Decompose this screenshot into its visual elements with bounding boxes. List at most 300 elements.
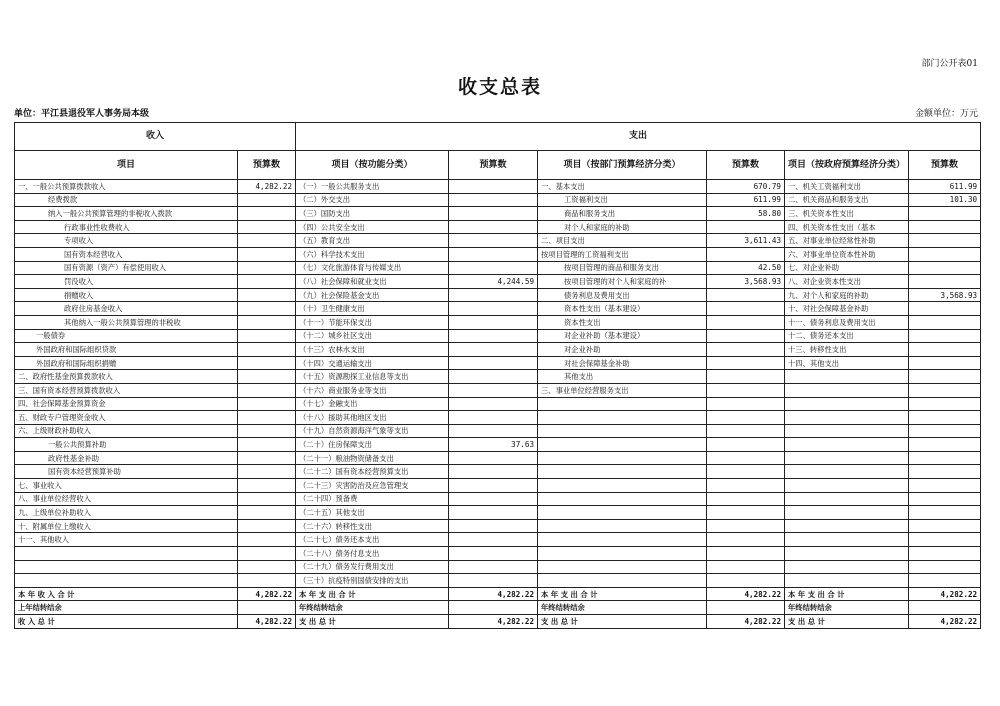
table-row — [15, 424, 981, 438]
gov-econ-item-header: 项目（按政府预算经济分类） — [785, 151, 909, 180]
func-item-cell: （三）国防支出 — [296, 207, 449, 221]
income-item-cell: 上年结转结余 — [15, 601, 238, 615]
table-row — [15, 193, 981, 207]
gov-econ-item-cell — [785, 547, 909, 561]
gov-econ-budget-cell — [909, 601, 981, 615]
func-item-cell: （八）社会保障和就业支出 — [296, 275, 449, 289]
dept-econ-item-cell — [538, 424, 707, 438]
func-item-cell: （二十四）预备费 — [296, 492, 449, 506]
gov-econ-budget-cell — [909, 506, 981, 520]
dept-econ-item-cell — [538, 533, 707, 547]
func-item-cell: （二十一）粮油物资储备支出 — [296, 451, 449, 465]
func-item-cell: （二十五）其他支出 — [296, 506, 449, 520]
page-title: 收支总表 — [457, 76, 542, 98]
func-budget-cell — [449, 261, 538, 275]
dept-econ-budget-cell: 4,282.22 — [707, 587, 785, 601]
table-row — [15, 207, 981, 221]
gov-econ-item-cell: 十一、债务利息及费用支出 — [785, 315, 909, 329]
income-item-cell: 外国政府和国际组织捐赠 — [15, 356, 238, 370]
func-item-cell: （十七）金融支出 — [296, 397, 449, 411]
form-number: 部门公开表01 — [921, 59, 978, 69]
gov-econ-budget-cell — [909, 261, 981, 275]
dept-econ-item-cell: 其他支出 — [538, 370, 707, 384]
income-item-cell: 二、政府性基金预算拨款收入 — [15, 370, 238, 384]
income-item-cell: 八、事业单位经营收入 — [15, 492, 238, 506]
dept-econ-budget-cell — [707, 560, 785, 574]
table-row — [15, 288, 981, 302]
gov-econ-item-cell — [785, 370, 909, 384]
dept-econ-budget-cell — [707, 574, 785, 588]
income-item-cell: 外国政府和国际组织贷款 — [15, 343, 238, 357]
gov-econ-item-cell — [785, 519, 909, 533]
dept-econ-item-cell — [538, 438, 707, 452]
func-budget-cell — [449, 492, 538, 506]
dept-econ-budget-cell — [707, 329, 785, 343]
dept-econ-budget-cell — [707, 302, 785, 316]
table-row — [15, 234, 981, 248]
func-budget-cell — [449, 479, 538, 493]
func-item-cell: （三十）抗疫特别国债安排的支出 — [296, 574, 449, 588]
dept-econ-item-cell: 债务利息及费用支出 — [538, 288, 707, 302]
dept-econ-budget-cell — [707, 383, 785, 397]
income-item-cell: 本 年 收 入 合 计 — [15, 587, 238, 601]
dept-econ-item-cell: 资本性支出 — [538, 315, 707, 329]
dept-econ-budget-cell — [707, 492, 785, 506]
table-row — [15, 247, 981, 261]
func-item-cell: （二十七）债务还本支出 — [296, 533, 449, 547]
table-row — [15, 438, 981, 452]
dept-econ-budget-cell — [707, 465, 785, 479]
income-item-cell — [15, 574, 238, 588]
dept-econ-budget-cell — [707, 343, 785, 357]
gov-econ-item-cell — [785, 465, 909, 479]
table-row — [15, 356, 981, 370]
dept-econ-budget-cell — [707, 438, 785, 452]
income-budget-cell — [238, 383, 296, 397]
income-budget-cell — [238, 247, 296, 261]
gov-econ-budget-cell — [909, 424, 981, 438]
income-budget-cell — [238, 492, 296, 506]
dept-econ-budget-cell: 3,611.43 — [707, 234, 785, 248]
gov-econ-item-cell: 十二、债务还本支出 — [785, 329, 909, 343]
dept-econ-item-cell — [538, 519, 707, 533]
func-item-cell: （二十）住房保障支出 — [296, 438, 449, 452]
table-row — [15, 397, 981, 411]
gov-econ-budget-cell — [909, 383, 981, 397]
income-budget-cell — [238, 397, 296, 411]
income-budget-cell: 4,282.22 — [238, 180, 296, 194]
income-section-header: 收入 — [15, 123, 296, 151]
table-row — [15, 383, 981, 397]
func-item-cell: （十）卫生健康支出 — [296, 302, 449, 316]
gov-econ-budget-cell — [909, 519, 981, 533]
table-row — [15, 411, 981, 425]
dept-econ-budget-cell — [707, 506, 785, 520]
dept-econ-item-cell: 三、事业单位经营服务支出 — [538, 383, 707, 397]
gov-econ-budget-cell: 101.30 — [909, 193, 981, 207]
dept-econ-item-cell — [538, 451, 707, 465]
table-row — [15, 615, 981, 629]
gov-econ-item-cell: 五、对事业单位经常性补助 — [785, 234, 909, 248]
income-item-cell: 其他纳入一般公共预算管理的非税收 — [15, 315, 238, 329]
func-budget-cell — [449, 506, 538, 520]
func-item-cell: （十三）农林水支出 — [296, 343, 449, 357]
func-item-cell: （二十八）债务付息支出 — [296, 547, 449, 561]
income-item-cell: 罚没收入 — [15, 275, 238, 289]
func-budget-cell — [449, 451, 538, 465]
gov-econ-item-cell: 三、机关资本性支出 — [785, 207, 909, 221]
func-item-cell: （七）文化旅游体育与传媒支出 — [296, 261, 449, 275]
func-budget-cell: 4,282.22 — [449, 587, 538, 601]
gov-econ-item-cell: 六、对事业单位资本性补助 — [785, 247, 909, 261]
dept-econ-budget-cell — [707, 356, 785, 370]
table-row — [15, 560, 981, 574]
dept-econ-item-cell — [538, 560, 707, 574]
income-item-cell: 专项收入 — [15, 234, 238, 248]
table-row — [15, 587, 981, 601]
dept-econ-item-cell: 对社会保障基金补助 — [538, 356, 707, 370]
income-budget-cell — [238, 370, 296, 384]
income-budget-cell — [238, 220, 296, 234]
income-budget-cell — [238, 329, 296, 343]
gov-econ-budget-cell — [909, 234, 981, 248]
dept-econ-item-cell: 对企业补助 — [538, 343, 707, 357]
func-budget-cell: 4,244.59 — [449, 275, 538, 289]
func-budget-cell — [449, 465, 538, 479]
table-row — [15, 574, 981, 588]
income-item-cell: 十、附属单位上缴收入 — [15, 519, 238, 533]
gov-econ-item-cell: 七、对企业补助 — [785, 261, 909, 275]
func-budget-cell — [449, 220, 538, 234]
gov-econ-budget-cell — [909, 315, 981, 329]
func-item-cell: （二十二）国有资本经营预算支出 — [296, 465, 449, 479]
func-item-cell: （十六）商业服务业等支出 — [296, 383, 449, 397]
income-item-cell: 经费拨款 — [15, 193, 238, 207]
gov-econ-item-cell: 八、对企业资本性支出 — [785, 275, 909, 289]
income-budget-cell — [238, 506, 296, 520]
income-budget-cell — [238, 315, 296, 329]
income-budget-cell — [238, 411, 296, 425]
table-row — [15, 533, 981, 547]
dept-econ-item-cell: 对企业补助（基本建设） — [538, 329, 707, 343]
dept-econ-item-cell: 二、项目支出 — [538, 234, 707, 248]
gov-econ-item-cell: 二、机关商品和服务支出 — [785, 193, 909, 207]
income-item-cell: 收 入 总 计 — [15, 615, 238, 629]
gov-econ-budget-cell — [909, 356, 981, 370]
income-budget-cell — [238, 560, 296, 574]
dept-econ-item-cell: 按项目管理的对个人和家庭的补 — [538, 275, 707, 289]
expense-section-header: 支出 — [296, 123, 981, 151]
func-budget-cell — [449, 329, 538, 343]
func-budget-cell — [449, 397, 538, 411]
income-item-cell: 纳入一般公共预算管理的非税收入拨款 — [15, 207, 238, 221]
gov-econ-budget-cell — [909, 329, 981, 343]
dept-econ-budget-cell: 4,282.22 — [707, 615, 785, 629]
func-budget-cell — [449, 207, 538, 221]
func-budget-cell — [449, 411, 538, 425]
dept-econ-item-cell: 资本性支出（基本建设） — [538, 302, 707, 316]
income-budget-cell — [238, 288, 296, 302]
gov-econ-budget-header: 预算数 — [909, 151, 981, 180]
func-budget-cell — [449, 356, 538, 370]
func-item-cell: （二十九）债务发行费用支出 — [296, 560, 449, 574]
income-item-header: 项目 — [15, 151, 238, 180]
dept-econ-item-cell — [538, 574, 707, 588]
income-budget-cell — [238, 193, 296, 207]
table-row — [15, 329, 981, 343]
func-item-cell: （十一）节能环保支出 — [296, 315, 449, 329]
gov-econ-item-cell — [785, 438, 909, 452]
func-budget-cell — [449, 234, 538, 248]
table-row — [15, 506, 981, 520]
gov-econ-budget-cell: 611.99 — [909, 180, 981, 194]
dept-econ-budget-cell: 42.50 — [707, 261, 785, 275]
gov-econ-item-cell — [785, 424, 909, 438]
func-budget-cell — [449, 560, 538, 574]
table-row — [15, 547, 981, 561]
func-item-cell: （一）一般公共服务支出 — [296, 180, 449, 194]
func-item-cell: （十二）城乡社区支出 — [296, 329, 449, 343]
func-budget-cell — [449, 547, 538, 561]
dept-econ-item-cell: 本 年 支 出 合 计 — [538, 587, 707, 601]
dept-econ-item-cell: 按项目管理的工资福利支出 — [538, 247, 707, 261]
income-item-cell: 一、一般公共预算拨款收入 — [15, 180, 238, 194]
gov-econ-budget-cell — [909, 411, 981, 425]
func-item-cell: （二）外交支出 — [296, 193, 449, 207]
func-item-cell: （五）教育支出 — [296, 234, 449, 248]
func-item-cell: （十五）资源勘探工业信息等支出 — [296, 370, 449, 384]
income-budget-cell — [238, 451, 296, 465]
func-item-cell: （六）科学技术支出 — [296, 247, 449, 261]
func-budget-cell — [449, 343, 538, 357]
table-row — [15, 315, 981, 329]
gov-econ-budget-cell — [909, 547, 981, 561]
func-budget-cell — [449, 383, 538, 397]
gov-econ-budget-cell: 3,568.93 — [909, 288, 981, 302]
gov-econ-item-cell: 四、机关资本性支出（基本 — [785, 220, 909, 234]
table-row — [15, 465, 981, 479]
table-row — [15, 492, 981, 506]
func-budget-cell — [449, 302, 538, 316]
dept-econ-budget-header: 预算数 — [707, 151, 785, 180]
gov-econ-budget-cell — [909, 479, 981, 493]
gov-econ-budget-cell — [909, 370, 981, 384]
gov-econ-budget-cell — [909, 560, 981, 574]
income-item-cell — [15, 547, 238, 561]
income-item-cell: 捐赠收入 — [15, 288, 238, 302]
dept-econ-item-cell: 对个人和家庭的补助 — [538, 220, 707, 234]
func-budget-cell — [449, 574, 538, 588]
income-item-cell: 五、财政专户管理资金收入 — [15, 411, 238, 425]
amount-unit-label: 金额单位：万元 — [914, 109, 978, 119]
income-item-cell: 国有资本经营预算补助 — [15, 465, 238, 479]
income-item-cell: 四、社会保障基金预算资金 — [15, 397, 238, 411]
income-item-cell: 政府性基金补助 — [15, 451, 238, 465]
table-row — [15, 302, 981, 316]
gov-econ-budget-cell: 4,282.22 — [909, 615, 981, 629]
gov-econ-item-cell — [785, 397, 909, 411]
gov-econ-item-cell — [785, 383, 909, 397]
income-item-cell: 国有资源（资产）有偿使用收入 — [15, 261, 238, 275]
dept-econ-item-cell: 商品和服务支出 — [538, 207, 707, 221]
gov-econ-budget-cell — [909, 247, 981, 261]
dept-econ-budget-cell — [707, 519, 785, 533]
income-budget-cell — [238, 601, 296, 615]
dept-econ-item-cell — [538, 547, 707, 561]
func-budget-cell — [449, 519, 538, 533]
func-item-cell: 支 出 总 计 — [296, 615, 449, 629]
dept-econ-item-cell: 一、基本支出 — [538, 180, 707, 194]
func-budget-header: 预算数 — [449, 151, 538, 180]
dept-econ-budget-cell — [707, 411, 785, 425]
dept-econ-item-cell — [538, 465, 707, 479]
gov-econ-budget-cell — [909, 275, 981, 289]
gov-econ-item-cell — [785, 411, 909, 425]
dept-econ-item-cell: 支 出 总 计 — [538, 615, 707, 629]
gov-econ-budget-cell — [909, 207, 981, 221]
dept-econ-budget-cell — [707, 220, 785, 234]
dept-econ-item-cell — [538, 492, 707, 506]
income-item-cell: 七、事业收入 — [15, 479, 238, 493]
income-budget-cell: 4,282.22 — [238, 615, 296, 629]
table-row — [15, 451, 981, 465]
table-row — [15, 220, 981, 234]
func-budget-cell — [449, 424, 538, 438]
gov-econ-item-cell — [785, 574, 909, 588]
table-row — [15, 261, 981, 275]
func-item-cell: 年终结转结余 — [296, 601, 449, 615]
func-item-cell: （二十三）灾害防治及应急管理支 — [296, 479, 449, 493]
income-budget-cell — [238, 533, 296, 547]
dept-econ-item-cell: 年终结转结余 — [538, 601, 707, 615]
dept-econ-budget-cell — [707, 370, 785, 384]
income-item-cell: 九、上级单位补助收入 — [15, 506, 238, 520]
gov-econ-budget-cell — [909, 397, 981, 411]
income-budget-cell — [238, 438, 296, 452]
income-item-cell: 三、国有资本经营预算拨款收入 — [15, 383, 238, 397]
unit-label: 单位：平江县退役军人事务局本级 — [14, 109, 150, 119]
func-item-cell: （九）社会保险基金支出 — [296, 288, 449, 302]
income-budget-cell — [238, 302, 296, 316]
table-row — [15, 479, 981, 493]
gov-econ-budget-cell — [909, 343, 981, 357]
dept-econ-budget-cell — [707, 247, 785, 261]
table-row — [15, 180, 981, 194]
dept-econ-budget-cell: 670.79 — [707, 180, 785, 194]
dept-econ-budget-cell — [707, 424, 785, 438]
func-budget-cell — [449, 247, 538, 261]
income-item-cell: 一般公共预算补助 — [15, 438, 238, 452]
func-budget-cell: 37.63 — [449, 438, 538, 452]
income-item-cell: 一般债券 — [15, 329, 238, 343]
income-item-cell: 行政事业性收费收入 — [15, 220, 238, 234]
func-budget-cell — [449, 288, 538, 302]
table-row — [15, 601, 981, 615]
table-row — [15, 519, 981, 533]
gov-econ-item-cell: 支 出 总 计 — [785, 615, 909, 629]
dept-econ-item-cell — [538, 397, 707, 411]
func-item-cell: （十八）援助其他地区支出 — [296, 411, 449, 425]
func-budget-cell — [449, 315, 538, 329]
income-budget-cell — [238, 356, 296, 370]
dept-econ-budget-cell — [707, 533, 785, 547]
gov-econ-item-cell: 十、对社会保障基金补助 — [785, 302, 909, 316]
func-item-cell: （十四）交通运输支出 — [296, 356, 449, 370]
dept-econ-budget-cell — [707, 315, 785, 329]
table-row — [15, 275, 981, 289]
income-item-cell: 国有资本经营收入 — [15, 247, 238, 261]
income-budget-cell — [238, 343, 296, 357]
gov-econ-budget-cell: 4,282.22 — [909, 587, 981, 601]
func-item-cell: （十九）自然资源海洋气象等支出 — [296, 424, 449, 438]
income-budget-cell — [238, 519, 296, 533]
gov-econ-item-cell: 十四、其他支出 — [785, 356, 909, 370]
gov-econ-item-cell — [785, 479, 909, 493]
dept-econ-item-cell — [538, 506, 707, 520]
income-budget-cell — [238, 234, 296, 248]
income-budget-cell — [238, 574, 296, 588]
gov-econ-item-cell: 九、对个人和家庭的补助 — [785, 288, 909, 302]
func-item-cell: （四）公共安全支出 — [296, 220, 449, 234]
income-budget-cell — [238, 261, 296, 275]
dept-econ-budget-cell — [707, 288, 785, 302]
income-expense-table — [14, 122, 981, 629]
func-budget-cell — [449, 370, 538, 384]
income-budget-cell — [238, 207, 296, 221]
dept-econ-item-cell: 工资福利支出 — [538, 193, 707, 207]
gov-econ-item-cell: 一、机关工资福利支出 — [785, 180, 909, 194]
income-budget-header: 预算数 — [238, 151, 296, 180]
dept-econ-budget-cell — [707, 547, 785, 561]
gov-econ-budget-cell — [909, 492, 981, 506]
gov-econ-budget-cell — [909, 438, 981, 452]
gov-econ-budget-cell — [909, 574, 981, 588]
income-item-cell: 政府住房基金收入 — [15, 302, 238, 316]
gov-econ-item-cell: 本 年 支 出 合 计 — [785, 587, 909, 601]
dept-econ-budget-cell: 3,568.93 — [707, 275, 785, 289]
gov-econ-item-cell: 十三、转移性支出 — [785, 343, 909, 357]
income-budget-cell — [238, 424, 296, 438]
income-budget-cell — [238, 479, 296, 493]
dept-econ-budget-cell — [707, 397, 785, 411]
table-row — [15, 370, 981, 384]
dept-econ-item-cell: 按项目管理的商品和服务支出 — [538, 261, 707, 275]
table-body — [15, 180, 981, 629]
func-budget-cell — [449, 533, 538, 547]
gov-econ-item-cell — [785, 451, 909, 465]
income-budget-cell: 4,282.22 — [238, 587, 296, 601]
func-item-cell: （二十六）转移性支出 — [296, 519, 449, 533]
income-budget-cell — [238, 275, 296, 289]
func-item-header: 项目（按功能分类） — [296, 151, 449, 180]
func-budget-cell — [449, 180, 538, 194]
gov-econ-budget-cell — [909, 302, 981, 316]
table-row — [15, 343, 981, 357]
dept-econ-budget-cell — [707, 451, 785, 465]
func-item-cell: 本 年 支 出 合 计 — [296, 587, 449, 601]
func-budget-cell — [449, 193, 538, 207]
income-item-cell — [15, 560, 238, 574]
dept-econ-budget-cell: 58.80 — [707, 207, 785, 221]
gov-econ-item-cell — [785, 560, 909, 574]
gov-econ-item-cell — [785, 492, 909, 506]
gov-econ-item-cell — [785, 506, 909, 520]
dept-econ-item-cell — [538, 479, 707, 493]
gov-econ-budget-cell — [909, 465, 981, 479]
dept-econ-budget-cell — [707, 479, 785, 493]
income-budget-cell — [238, 547, 296, 561]
gov-econ-item-cell: 年终结转结余 — [785, 601, 909, 615]
